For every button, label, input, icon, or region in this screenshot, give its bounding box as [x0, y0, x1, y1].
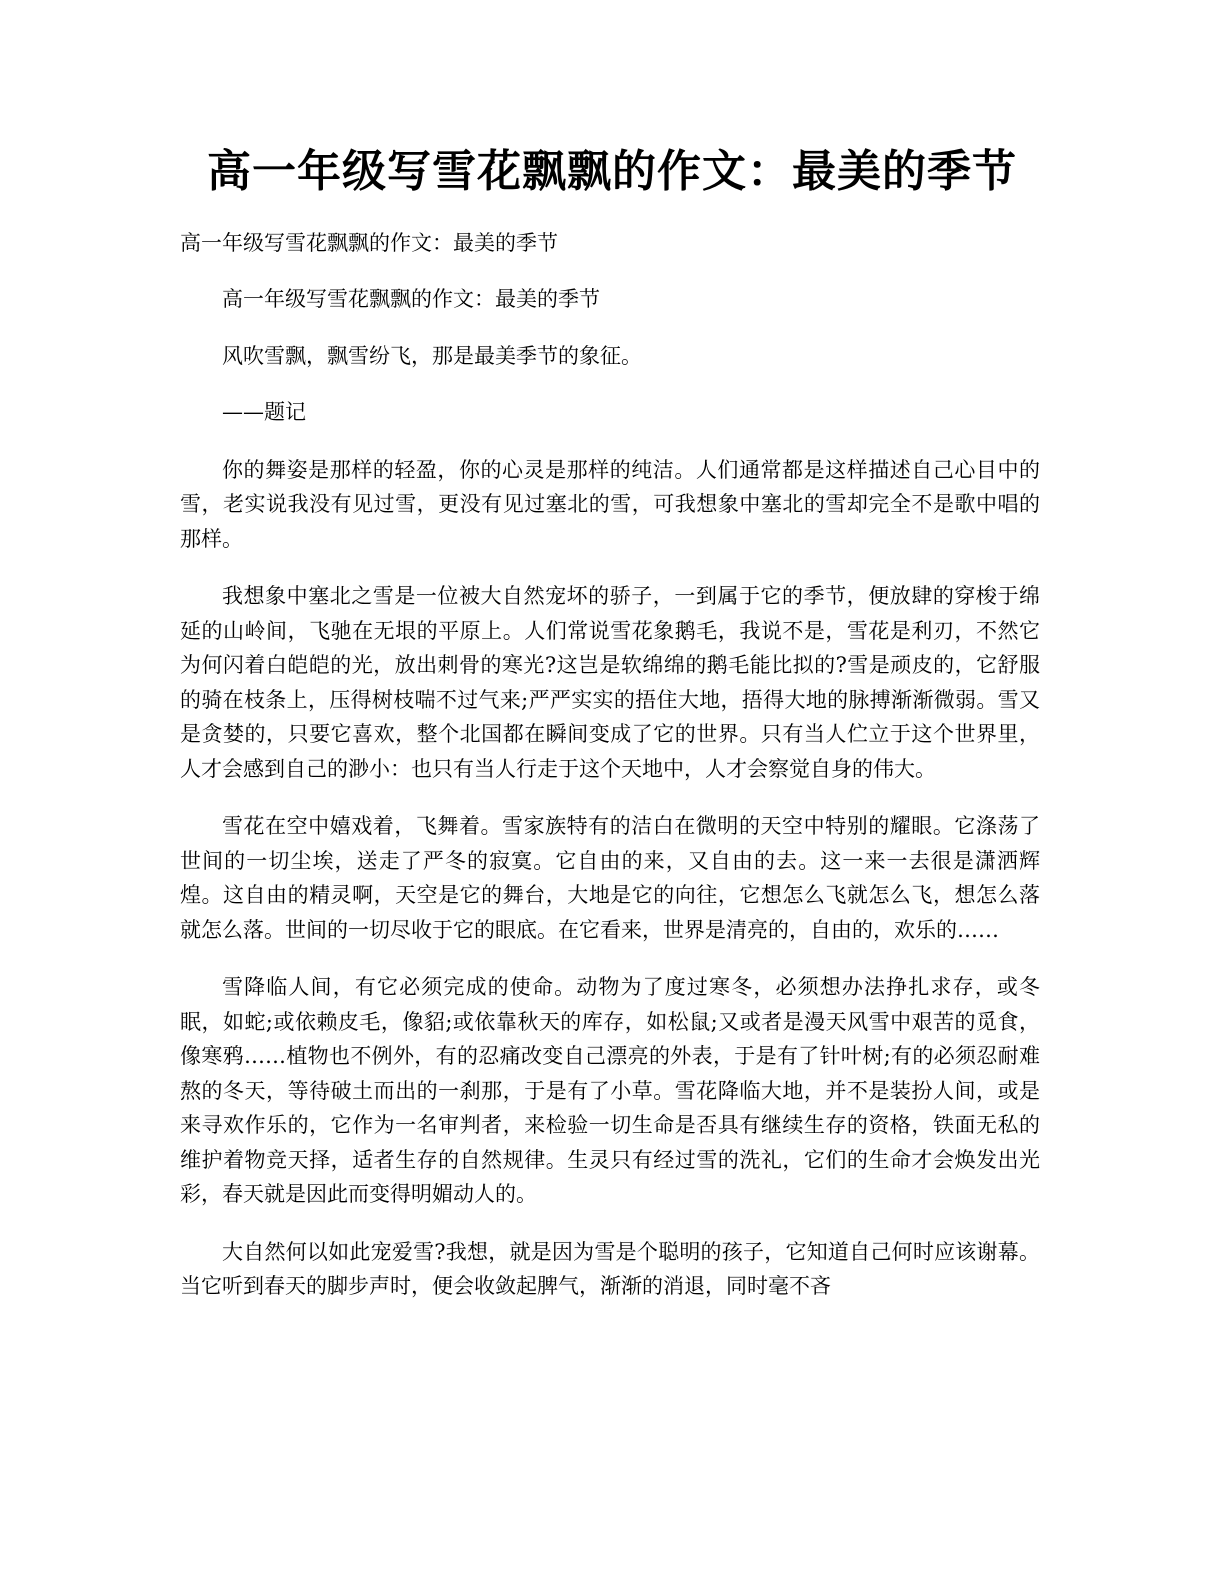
paragraph: 你的舞姿是那样的轻盈，你的心灵是那样的纯洁。人们通常都是这样描述自己心目中的雪，老实说我没有见过雪，更没有见过塞北的雪，可我想象中塞北的雪却完全不是歌中唱的那样。 [180, 457, 1040, 551]
paragraph-epigraph: 风吹雪飘，飘雪纷飞，那是最美季节的象征。 [222, 343, 642, 368]
document-body [180, 226, 1040, 1304]
paragraph: 雪降临人间，有它必须完成的使命。动物为了度过寒冬，必须想办法挣扎求存，或冬眠，如蛇;或依赖皮毛，像貂;或依靠秋天的库存，如松鼠;又或者是漫天风雪中艰苦的觅食，像寒鸦……植物也不例外，有的忍痛改变自己漂亮的外表，于是有了针叶树;有的必须忍耐难熬的冬天，等待破土而出的一刹那，于是有了小草。雪花降临大地，并不是装扮人间，或是来寻欢作乐的，它作为一名审判者，来检验一切生命是否具有继续生存的资格，铁面无私的维护着物竞天择，适者生存的自然规律。生灵只有经过雪的洗礼，它们的生命才会焕发出光彩，春天就是因此而变得明媚动人的。 [180, 975, 1040, 1206]
paragraph: 大自然何以如此宠爱雪?我想，就是因为雪是个聪明的孩子，它知道自己何时应该谢幕。当它听到春天的脚步声时，便会收敛起脾气，渐渐的消退，同时毫不吝 [180, 1239, 1040, 1298]
document-title: 高一年级写雪花飘飘的作文：最美的季节 [207, 146, 1017, 197]
document-subtitle: 高一年级写雪花飘飘的作文：最美的季节 [180, 231, 558, 255]
paragraph-epigraph-note: ——题记 [222, 400, 306, 424]
paragraph: 雪花在空中嬉戏着，飞舞着。雪家族特有的洁白在微明的天空中特别的耀眼。它涤荡了世间的一切尘埃，送走了严冬的寂寞。它自由的来，又自由的去。这一来一去很是潇洒辉煌。这自由的精灵啊，天空是它的舞台，大地是它的向往，它想怎么飞就怎么飞，想怎么落就怎么落。世间的一切尽收于它的眼底。在它看来，世界是清亮的，自由的，欢乐的…… [180, 814, 1040, 942]
paragraph-heading: 高一年级写雪花飘飘的作文：最美的季节 [222, 287, 600, 311]
paragraph: 我想象中塞北之雪是一位被大自然宠坏的骄子，一到属于它的季节，便放肆的穿梭于绵延的山岭间，飞驰在无垠的平原上。人们常说雪花象鹅毛，我说不是，雪花是利刃，不然它为何闪着白皑皑的光，放出刺骨的寒光?这岂是软绵绵的鹅毛能比拟的?雪是顽皮的，它舒服的骑在枝条上，压得树枝喘不过气来;严严实实的捂住大地，捂得大地的脉搏渐渐微弱。雪又是贪婪的，只要它喜欢，整个北国都在瞬间变成了它的世界。只有当人伫立于这个世界里，人才会感到自己的渺小：也只有当人行走于这个天地中，人才会察觉自身的伟大。 [180, 584, 1040, 781]
